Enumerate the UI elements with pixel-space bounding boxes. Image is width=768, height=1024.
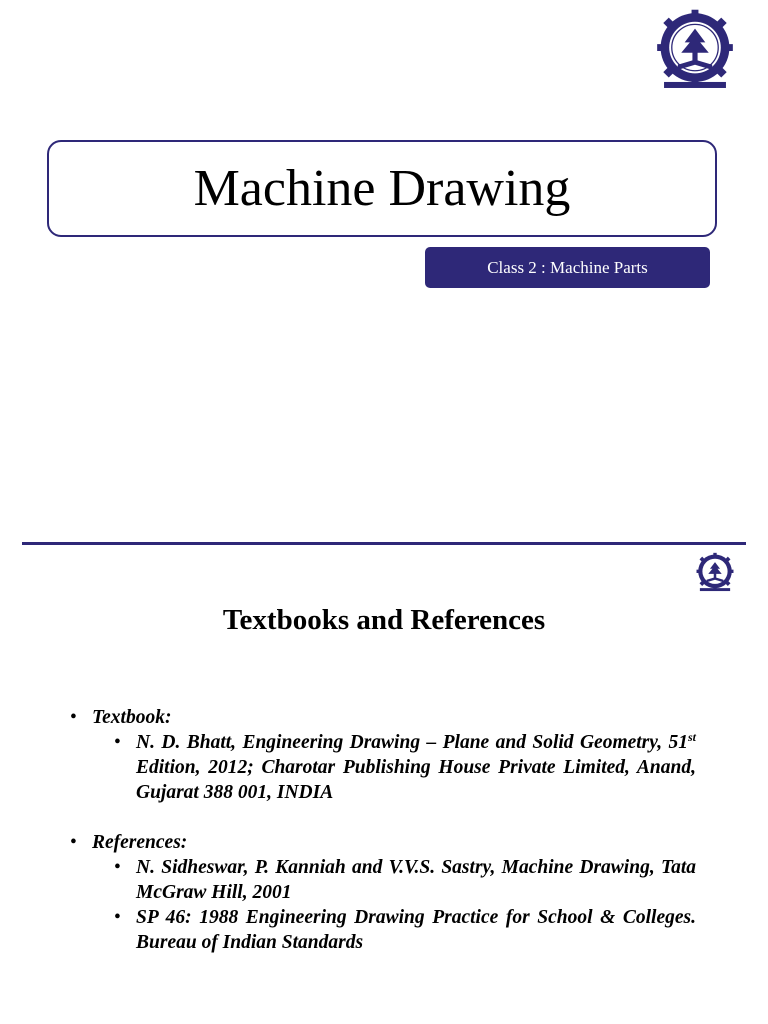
reference-entry: SP 46: 1988 Engineering Drawing Practice for School & Colleges. Bureau of Indian Standards	[136, 907, 696, 953]
bullet-icon: •	[70, 707, 77, 728]
list-item	[70, 730, 696, 805]
references-list	[70, 705, 696, 955]
bullet-icon: •	[114, 732, 121, 753]
list-item	[70, 905, 696, 955]
textbook-label: Textbook:	[92, 707, 172, 728]
title-box	[47, 140, 717, 237]
institute-logo-icon	[652, 8, 738, 94]
class-badge	[425, 247, 710, 288]
section-heading: Textbooks and References	[222, 604, 546, 636]
list-item	[70, 855, 696, 905]
references-slide	[0, 541, 768, 1024]
bullet-icon: •	[114, 907, 121, 928]
slide-title: Machine Drawing	[193, 159, 571, 217]
textbook-entry: N. D. Bhatt, Engineering Drawing – Plane and Solid Geometry, 51st Edition, 2012; Charotar Publishing House Private Limited, Anand, Gujarat 388 001, INDIA	[136, 730, 696, 803]
bullet-icon: •	[70, 832, 77, 853]
list-item	[70, 705, 696, 730]
institute-logo-icon	[694, 551, 736, 595]
list-item	[70, 830, 696, 855]
class-subtitle: Class 2 : Machine Parts	[487, 257, 648, 277]
reference-entry: N. Sidheswar, P. Kanniah and V.V.S. Sastry, Machine Drawing, Tata McGraw Hill, 2001	[136, 857, 696, 903]
bullet-icon: •	[114, 857, 121, 878]
references-label: References:	[92, 832, 188, 853]
